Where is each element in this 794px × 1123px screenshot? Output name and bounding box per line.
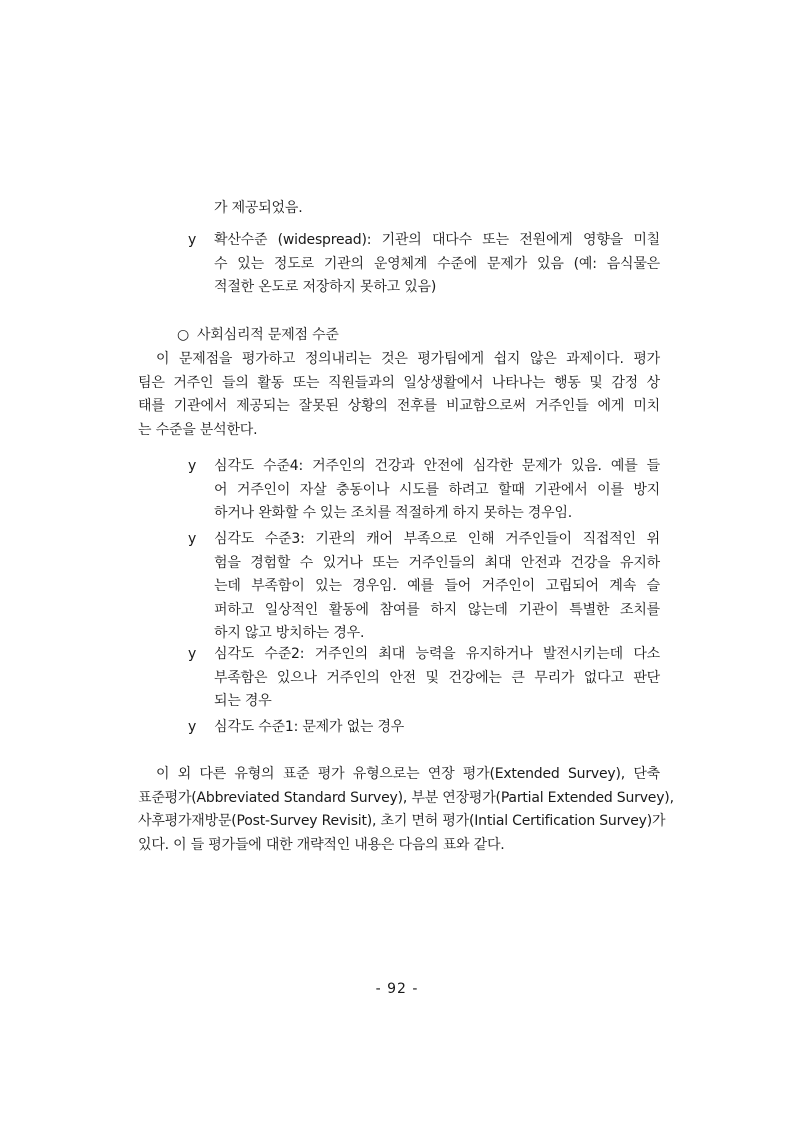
bullet-symbol: y: [188, 232, 197, 248]
paragraph-line: 팀은 거주인 들의 활동 또는 직원들과의 일상생활에서 나타나는 행동 및 감정 상: [138, 374, 660, 391]
bullet-symbol: y: [188, 646, 197, 662]
text-line: 부족함은 있으나 거주인의 안전 및 건강에는 큰 무리가 없다고 판단: [214, 669, 660, 686]
closing-paragraph: [138, 763, 674, 857]
bullet-symbol: y: [188, 458, 197, 474]
bullet-item-severity-3: [188, 528, 660, 648]
bullet-item-severity-2: [188, 643, 660, 715]
bullet-body: [214, 716, 660, 740]
text-line: 심각도 수준2: 거주인의 최대 능력을 유지하거나 발전시키는데 다소: [214, 646, 660, 662]
paragraph-line: 이 문제점을 평가하고 정의내리는 것은 평가팀에게 쉽지 않은 과제이다. 평가: [156, 351, 660, 367]
section-heading-text: 사회심리적 문제점 수준: [197, 327, 339, 343]
bullet-item-severity-4: [188, 455, 660, 527]
text-line: 적절한 온도로 저장하지 못하고 있음): [214, 279, 437, 295]
text-line: 심각도 수준4: 거주인의 건강과 안전에 심각한 문제가 있음. 예를 들: [214, 458, 660, 474]
text-line: 심각도 수준3: 기관의 캐어 부족으로 인해 거주인들이 직접적인 위: [214, 531, 660, 547]
bullet-body: [214, 528, 660, 646]
bullet-item-severity-1: [188, 716, 660, 740]
paragraph-line: 태를 기관에서 제공되는 잘못된 상황의 전후를 비교함으로써 거주인들 에게 미치: [138, 398, 660, 414]
text-line: 하지 않고 방치하는 경우.: [214, 625, 365, 641]
paragraph-line: 이 외 다른 유형의 표준 평가 유형으로는 연장 평가(Extended Survey), 단축: [156, 766, 660, 782]
text-line: 되는 경우: [214, 693, 272, 709]
text-line: 심각도 수준1: 문제가 없는 경우: [214, 719, 405, 735]
section-heading: [177, 324, 339, 348]
paragraph-line: 표준평가(Abbreviated Standard Survey), 부분 연장평가(Partial Extended Survey),: [138, 789, 674, 806]
bullet-body: [214, 229, 660, 300]
paragraph-line: 사후평가재방문(Post-Survey Revisit), 초기 면허 평가(Intial Certification Survey)가: [138, 813, 666, 829]
text-line: 수 있는 정도로 기관의 운영체계 수준에 문제가 있음 (예: 음식물은: [214, 255, 660, 272]
paragraph-line: 있다. 이 들 평가들에 대한 개략적인 내용은 다음의 표와 같다.: [138, 836, 505, 853]
text-line: 퍼하고 일상적인 활동에 참여를 하지 않는데 기관이 특별한 조치를: [214, 601, 660, 618]
text-line: 하거나 완화할 수 있는 조치를 적절하게 하지 못하는 경우임.: [214, 505, 573, 521]
bullet-symbol: y: [188, 719, 197, 735]
text-line: 어 거주인이 자살 충동이나 시도를 하려고 할때 기관에서 이를 방지: [214, 481, 660, 498]
bullet-symbol: y: [188, 531, 197, 547]
intro-paragraph: [138, 348, 660, 442]
bullet-body: [214, 643, 660, 714]
bullet-body: [214, 455, 660, 526]
bullet-item-widespread: [188, 229, 660, 301]
circle-bullet-icon: ○: [177, 327, 190, 343]
text-line: 는데 부족함이 있는 경우임. 예를 들어 거주인이 고립되어 계속 슬: [214, 578, 660, 594]
text-line: 확산수준 (widespread): 기관의 대다수 또는 전원에게 영향을 미칠: [214, 232, 660, 248]
paragraph-line: 는 수준을 분석한다.: [138, 421, 258, 438]
page-number: - 92 -: [375, 981, 419, 997]
continuation-text: 가 제공되었음.: [214, 200, 303, 216]
text-line: 험을 경험할 수 있거나 또는 거주인들의 최대 안전과 건강을 유지하: [214, 554, 660, 571]
